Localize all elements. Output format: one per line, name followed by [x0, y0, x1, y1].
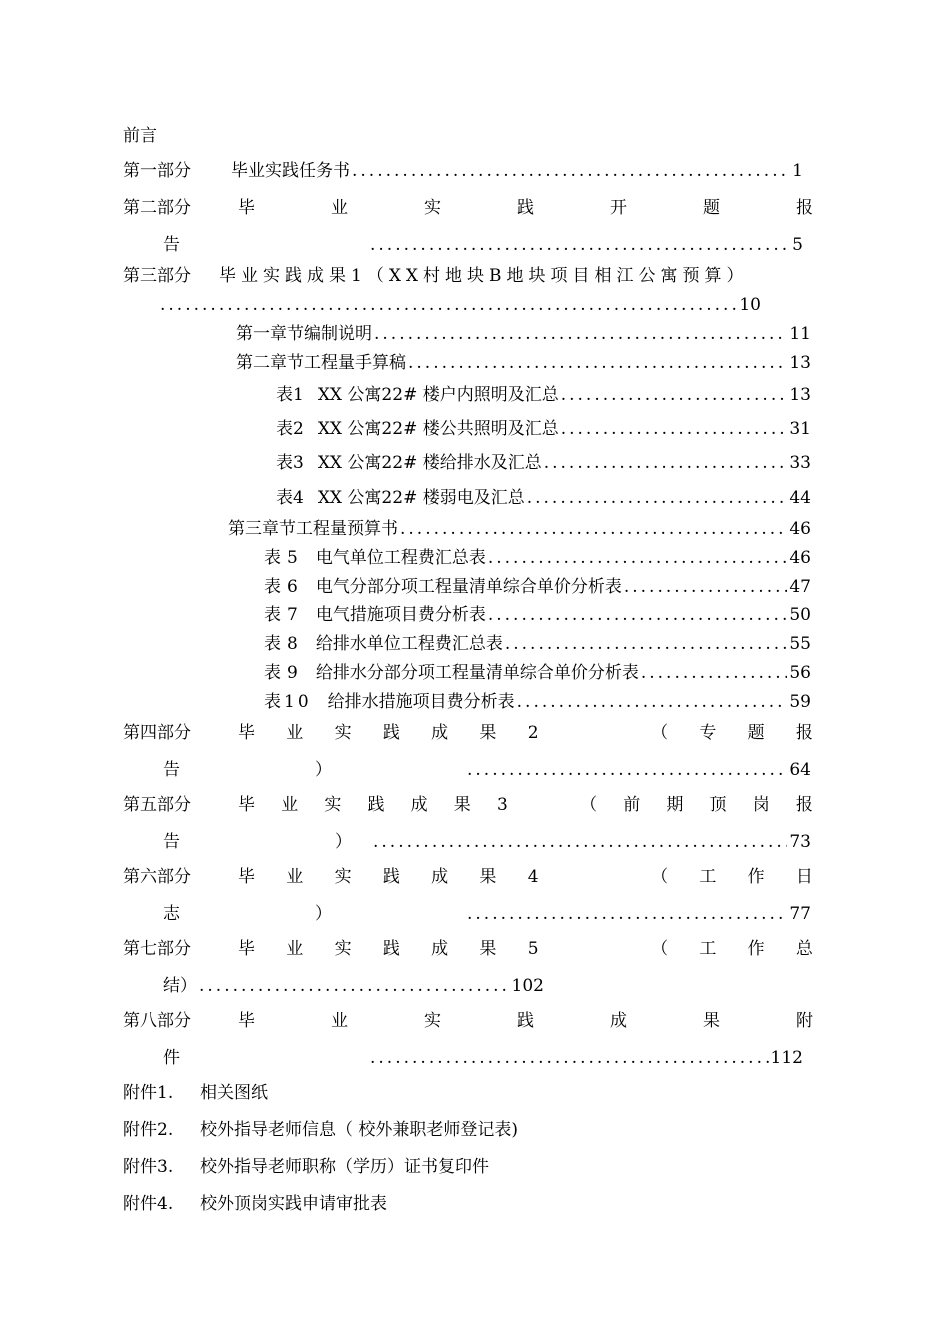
leader-dots: [561, 418, 788, 440]
table8-page: 55: [789, 634, 811, 654]
table7-page: 50: [789, 605, 811, 625]
table4-title: XX 公寓22# 楼弱电及汇总: [317, 488, 525, 508]
leader-dots: [467, 759, 787, 781]
table9-title: 给排水分部分项工程量清单综合单价分析表: [315, 663, 639, 683]
table5-page: 46: [789, 548, 811, 568]
toc-entry-table2[interactable]: [276, 418, 811, 440]
leader-dots: [527, 487, 788, 509]
part5-tail-1: 告: [163, 832, 180, 852]
part8-label: 第八部分: [123, 1011, 191, 1031]
part8-tail-1: 件: [163, 1048, 180, 1068]
toc-entry-table10[interactable]: [264, 691, 811, 713]
leader-dots: [408, 352, 787, 374]
part4-page: 64: [789, 760, 811, 780]
toc-entry-attachment1[interactable]: [123, 1082, 268, 1104]
table2-num: 表2: [276, 419, 304, 439]
toc-entry-table4[interactable]: [276, 487, 811, 509]
part1-page: 1: [792, 161, 803, 181]
table10-title: 给排水措施项目费分析表: [327, 692, 515, 712]
part5-page: 73: [789, 832, 811, 852]
toc-entry-part5-cont[interactable]: [163, 831, 811, 853]
part5-title: 毕 业 实 践 成 果 3 （ 前 期 顶 岗 报: [238, 795, 813, 815]
attachment3-title: 校外指导老师职称（学历）证书复印件: [200, 1157, 489, 1177]
leader-dots: [467, 903, 787, 925]
toc-entry-part3-cont[interactable]: [158, 294, 761, 316]
toc-entry-part4-cont[interactable]: [163, 759, 811, 781]
part5-tail-2: ）: [335, 832, 352, 852]
toc-entry-part5[interactable]: [123, 794, 813, 816]
toc-entry-table7[interactable]: [264, 604, 811, 626]
leader-dots: [370, 1047, 769, 1069]
attachment3-label: 附件3.: [123, 1157, 174, 1177]
table8-num: 表8: [264, 634, 304, 654]
toc-entry-chapter2[interactable]: [236, 352, 811, 374]
toc-entry-attachment4[interactable]: [123, 1193, 387, 1215]
table5-num: 表5: [264, 548, 304, 568]
attachment2-label: 附件2.: [123, 1120, 174, 1140]
leader-dots: [373, 831, 787, 853]
table4-num: 表4: [276, 488, 304, 508]
table1-num: 表1: [276, 385, 304, 405]
table6-num: 表6: [264, 577, 304, 597]
toc-entry-table6[interactable]: [264, 576, 811, 598]
attachment4-title: 校外顶岗实践申请审批表: [200, 1194, 387, 1214]
part4-tail-2: ）: [315, 760, 332, 780]
chapter3-page: 46: [789, 519, 811, 539]
leader-dots: [624, 576, 788, 598]
part2-label: 第二部分: [123, 198, 191, 218]
table9-num: 表9: [264, 663, 304, 683]
leader-dots: [374, 323, 787, 345]
part2-title: 毕 业 实 践 开 题 报: [238, 198, 813, 218]
part6-tail-1: 志: [163, 904, 180, 924]
part7-tail-1: 结）: [163, 976, 197, 996]
table1-title: XX 公寓22# 楼户内照明及汇总: [317, 385, 559, 405]
toc-entry-chapter1[interactable]: [236, 323, 811, 345]
toc-entry-table1[interactable]: [276, 384, 811, 406]
part4-title: 毕 业 实 践 成 果 2 （ 专 题 报: [238, 723, 813, 743]
chapter1-page: 11: [789, 324, 811, 344]
leader-dots: [641, 662, 788, 684]
toc-entry-part7-cont[interactable]: [163, 975, 544, 997]
toc-entry-part8[interactable]: [123, 1010, 813, 1032]
part8-title: 毕 业 实 践 成 果 附: [238, 1011, 813, 1031]
preface-heading: 前言: [123, 126, 157, 146]
leader-dots: [517, 691, 788, 713]
toc-entry-part3[interactable]: [123, 265, 803, 287]
table7-num: 表7: [264, 605, 304, 625]
toc-entry-attachment3[interactable]: [123, 1156, 489, 1178]
part2-title-tail: 告: [163, 235, 180, 255]
toc-entry-table5[interactable]: [264, 547, 811, 569]
toc-entry-part6[interactable]: [123, 866, 813, 888]
toc-entry-part8-cont[interactable]: [163, 1047, 803, 1069]
part4-tail-1: 告: [163, 760, 180, 780]
chapter2-page: 13: [789, 353, 811, 373]
leader-dots: [160, 294, 737, 316]
leader-dots: [561, 384, 788, 406]
part6-title: 毕 业 实 践 成 果 4 （ 工 作 日: [238, 867, 813, 887]
table2-page: 31: [789, 419, 811, 439]
part6-page: 77: [789, 904, 811, 924]
leader-dots: [488, 604, 788, 626]
toc-entry-chapter3[interactable]: [228, 518, 811, 540]
toc-entry-part2[interactable]: [123, 197, 813, 219]
toc-entry-part1[interactable]: [123, 160, 803, 182]
chapter1-title: 第一章节编制说明: [236, 324, 372, 344]
part8-page: 112: [770, 1048, 803, 1068]
table4-page: 44: [789, 488, 811, 508]
leader-dots: [370, 234, 790, 256]
toc-entry-part6-cont[interactable]: [163, 903, 811, 925]
table2-title: XX 公寓22# 楼公共照明及汇总: [317, 419, 559, 439]
part1-title: 毕业实践任务书: [231, 161, 350, 181]
table5-title: 电气单位工程费汇总表: [315, 548, 486, 568]
part6-tail-2: ）: [315, 904, 332, 924]
part1-label: 第一部分: [123, 161, 191, 181]
toc-entry-table8[interactable]: [264, 633, 811, 655]
table6-page: 47: [789, 577, 811, 597]
toc-entry-table9[interactable]: [264, 662, 811, 684]
table3-page: 33: [789, 453, 811, 473]
toc-entry-part2-cont[interactable]: [163, 234, 803, 256]
part4-label: 第四部分: [123, 723, 191, 743]
part5-label: 第五部分: [123, 795, 191, 815]
table10-num: 表10: [264, 692, 312, 712]
attachment1-title: 相关图纸: [200, 1083, 268, 1103]
table6-title: 电气分部分项工程量清单综合单价分析表: [315, 577, 622, 597]
toc-entry-part7[interactable]: [123, 938, 813, 960]
part6-label: 第六部分: [123, 867, 191, 887]
attachment1-label: 附件1.: [123, 1083, 174, 1103]
part3-page: 10: [739, 295, 761, 315]
leader-dots: [352, 160, 790, 182]
toc-entry-part4[interactable]: [123, 722, 813, 744]
part3-label: 第三部分: [123, 266, 191, 286]
table3-title: XX 公寓22# 楼给排水及汇总: [317, 453, 542, 473]
leader-dots: [199, 975, 510, 997]
part7-title: 毕 业 实 践 成 果 5 （ 工 作 总: [238, 939, 813, 959]
attachment4-label: 附件4.: [123, 1194, 174, 1214]
table3-num: 表3: [276, 453, 304, 473]
leader-dots: [400, 518, 787, 540]
toc-entry-table3[interactable]: [276, 452, 811, 474]
table9-page: 56: [789, 663, 811, 683]
leader-dots: [488, 547, 788, 569]
table1-page: 13: [789, 385, 811, 405]
part2-page: 5: [792, 235, 803, 255]
table8-title: 给排水单位工程费汇总表: [315, 634, 503, 654]
toc-entry-attachment2[interactable]: [123, 1119, 518, 1141]
chapter2-title: 第二章节工程量手算稿: [236, 353, 406, 373]
chapter3-title: 第三章节工程量预算书: [228, 519, 398, 539]
leader-dots: [505, 633, 788, 655]
leader-dots: [544, 452, 788, 474]
attachment2-title: 校外指导老师信息（ 校外兼职老师登记表): [200, 1120, 519, 1140]
part7-page: 102: [511, 976, 544, 996]
table10-page: 59: [789, 692, 811, 712]
part3-title: 毕业实践成果1（XX村地块B地块项目相江公寓预算）: [219, 266, 749, 286]
table7-title: 电气措施项目费分析表: [315, 605, 486, 625]
part7-label: 第七部分: [123, 939, 191, 959]
